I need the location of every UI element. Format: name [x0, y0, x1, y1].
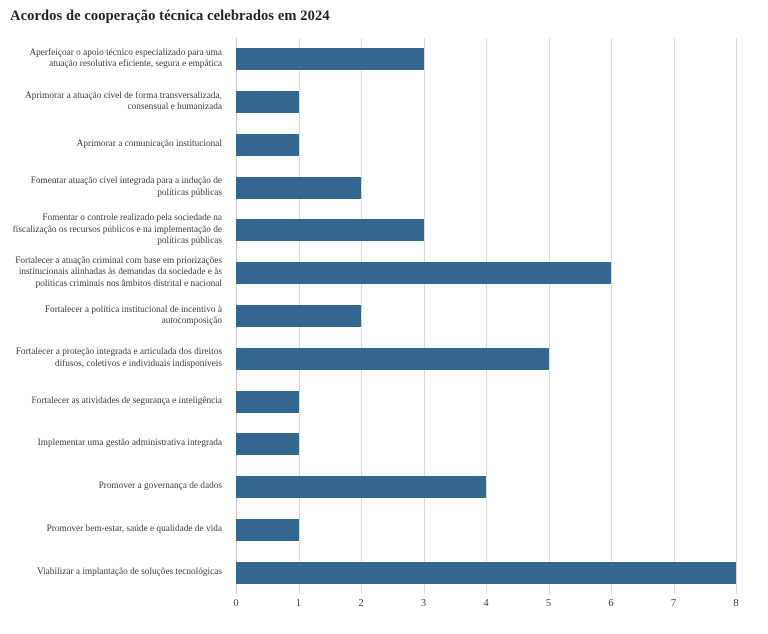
- y-axis-label: Fortalecer a atuação criminal com base em priorizações institucionais alinhadas às demandas da sociedade e às políticas criminais nos âmbitos distrital e nacional: [15, 255, 222, 289]
- y-axis-label: Fomentar o controle realizado pela sociedade na fiscalização os recursos públicos e na implementação de políticas públicas: [12, 212, 222, 247]
- bar: [236, 48, 424, 70]
- y-axis-category-labels: [0, 38, 230, 594]
- x-tick-label: 5: [545, 598, 552, 609]
- bar: [236, 219, 424, 241]
- bar: [236, 391, 299, 413]
- x-tick-label: 1: [295, 598, 302, 609]
- bar-row: [236, 252, 736, 295]
- bar-series: [236, 38, 736, 594]
- x-tick-label: 7: [670, 598, 677, 609]
- y-axis-label: Aprimorar a atuação cível de forma transversalizada, consensual e humanizada: [25, 90, 222, 113]
- bar: [236, 305, 361, 327]
- y-axis-label: Aperfeiçoar o apoio técnico especializado para uma atuação resolutiva eficiente, segura e empática: [29, 47, 222, 70]
- bar: [236, 91, 299, 113]
- bar: [236, 519, 299, 541]
- y-axis-label: Fomentar atuação cível integrada para a indução de políticas públicas: [30, 176, 222, 198]
- chart-title: Acordos de cooperação técnica celebrados em 2024: [10, 8, 330, 24]
- gridline: [736, 38, 737, 594]
- bar-row: [236, 423, 736, 466]
- bar-row: [236, 466, 736, 509]
- y-axis-label: Promover bem-estar, saúde e qualidade de vida: [46, 523, 222, 534]
- bar-row: [236, 209, 736, 252]
- x-tick-label: 8: [733, 598, 739, 609]
- x-axis: [233, 594, 739, 618]
- bar-row: [236, 551, 736, 594]
- bar: [236, 348, 549, 370]
- bar-row: [236, 380, 736, 423]
- bar-row: [236, 295, 736, 338]
- bar: [236, 134, 299, 156]
- y-axis-label: Fortalecer a política institucional de incentivo à autocomposição: [44, 304, 222, 327]
- bar-row: [236, 337, 736, 380]
- y-axis-label: Fortalecer as atividades de segurança e inteligência: [31, 395, 222, 406]
- x-tick-label: 0: [233, 598, 239, 609]
- bar: [236, 262, 611, 284]
- bar-row: [236, 81, 736, 124]
- bar: [236, 433, 299, 455]
- bar: [236, 476, 486, 498]
- bar-row: [236, 38, 736, 81]
- bar: [236, 177, 361, 199]
- y-axis-label: Fortalecer a proteção integrada e articulada dos direitos difusos, coletivos e individuais indisponíveis: [15, 347, 222, 369]
- plot-area: [236, 38, 736, 594]
- bar-row: [236, 508, 736, 551]
- x-tick-label: 3: [420, 598, 427, 609]
- x-tick-label: 2: [358, 598, 364, 609]
- bar-row: [236, 166, 736, 209]
- x-tick-label: 6: [608, 598, 614, 609]
- y-axis-label: Viabilizar a implantação de soluções tecnológicas: [36, 566, 222, 577]
- y-axis-label: Implementar uma gestão administrativa integrada: [37, 438, 222, 449]
- y-axis-label: Aprimorar a comunicação institucional: [76, 138, 222, 149]
- x-tick-label: 4: [483, 598, 489, 609]
- bar: [236, 562, 736, 584]
- y-axis-label: Promover a governança de dados: [98, 481, 222, 492]
- bar-row: [236, 124, 736, 167]
